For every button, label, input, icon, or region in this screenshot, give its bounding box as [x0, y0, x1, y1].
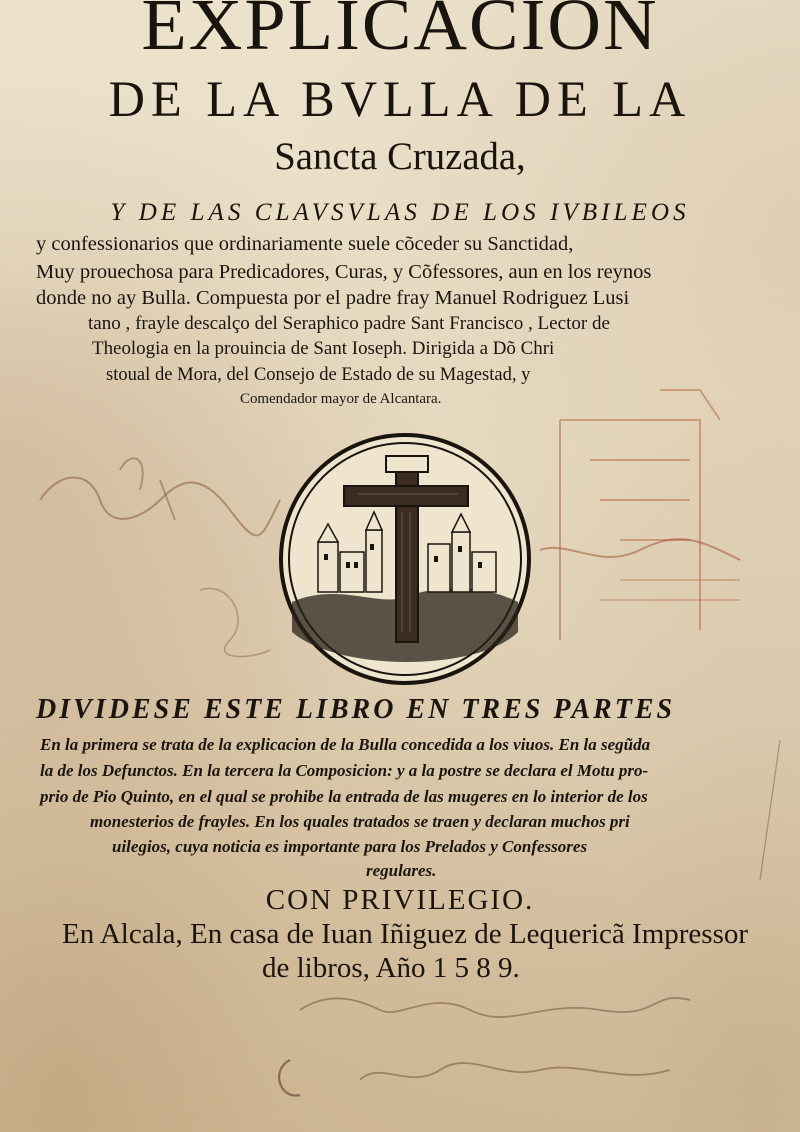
- description-line: Muy prouechosa para Predicadores, Curas, y Cõfessores, aun en los reynos: [36, 261, 652, 283]
- description-line: Comendador mayor de Alcantara.: [240, 391, 442, 407]
- description-line: stoual de Mora, del Consejo de Estado de su Magestad, y: [106, 364, 531, 385]
- divides-text-line: uilegios, cuya noticia es importante para los Prelados y Confessores: [112, 837, 588, 856]
- imprint-line-1: En Alcala, En casa de Iuan Iñiguez de Lequericã Impressor: [62, 918, 749, 950]
- title-line-3: Sancta Cruzada,: [274, 136, 526, 178]
- description-line: donde no ay Bulla. Compuesta por el padre fray Manuel Rodriguez Lusi: [36, 287, 630, 309]
- subtitle: Y DE LAS CLAVSVLAS DE LOS IVBILEOS: [110, 199, 690, 226]
- divides-text-line: prio de Pio Quinto, en el qual se prohibe la entrada de las mugeres en lo interior de los: [40, 787, 648, 806]
- description-line: y confessionarios que ordinariamente suele cõceder su Sanctidad,: [36, 233, 574, 255]
- privilege-notice: CON PRIVILEGIO.: [265, 884, 535, 916]
- title-line-2: DE LA BVLLA DE LA: [108, 71, 692, 127]
- description-line: Theologia en la prouincia de Sant Ioseph. Dirigida a Dõ Chri: [92, 338, 555, 359]
- woodcut-emblem: [278, 432, 532, 686]
- description-line: tano , frayle descalço del Seraphico padre Sant Francisco , Lector de: [88, 313, 610, 334]
- divides-text-line: monesterios de frayles. En los quales tratados se traen y declaran muchos pri: [90, 812, 630, 831]
- imprint-line-2: de libros, Año 1 5 8 9.: [262, 952, 520, 984]
- title-line-1: EXPLICACION: [141, 0, 659, 65]
- divides-text-line: En la primera se trata de la explicacion de la Bulla concedida a los viuos. En la segũda: [40, 735, 651, 754]
- divides-text-line: la de los Defunctos. En la tercera la Composicion: y a la postre se declara el Motu pro-: [40, 761, 649, 780]
- divides-text-line: regulares.: [366, 861, 437, 880]
- cross-emblem-icon: [278, 432, 532, 686]
- divides-heading: DIVIDESE ESTE LIBRO EN TRES PARTES: [36, 694, 676, 725]
